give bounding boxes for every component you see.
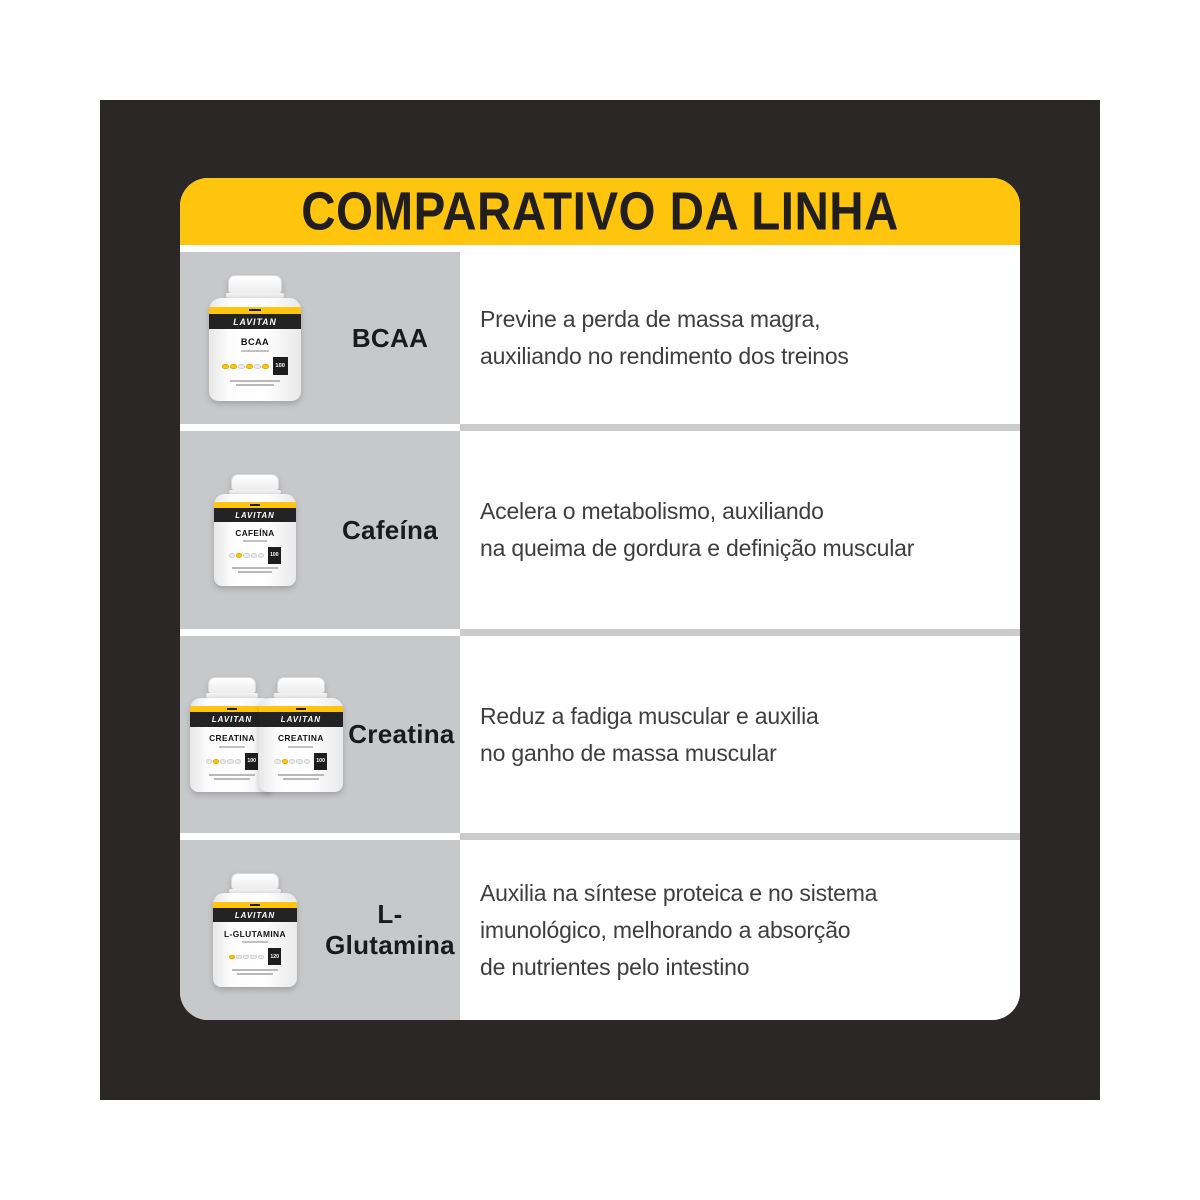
bcaa-bottle-image xyxy=(209,275,301,401)
lglutamina-bottle-image xyxy=(213,873,297,988)
bottle-cap xyxy=(231,873,280,889)
cafeina-bottle-image xyxy=(214,474,296,586)
row-divider xyxy=(180,833,1020,840)
row-cafeina-description-cell xyxy=(460,431,1020,629)
creatina-bottles-image xyxy=(190,677,343,792)
row-cafeina-bottle-zone xyxy=(190,474,320,586)
label-fine-print xyxy=(213,969,297,975)
label-brand: LAVITAN xyxy=(259,712,343,726)
label-subtext-line xyxy=(288,746,313,748)
label-capsule-count: 100 xyxy=(268,547,281,563)
label-capsules-row xyxy=(214,547,296,563)
label-capsules-row xyxy=(213,948,297,965)
row-creatina-description-cell xyxy=(460,636,1020,833)
row-creatina-bottle-zone xyxy=(190,677,343,792)
bottle-cap xyxy=(231,474,279,490)
label-capsule-count: 100 xyxy=(314,753,327,770)
product-name-bcaa: BCAA xyxy=(351,322,429,353)
label-brand: LAVITAN xyxy=(213,908,297,922)
row-bcaa-description-cell xyxy=(460,252,1020,424)
description-line: Acelera o metabolismo, auxiliando xyxy=(480,498,824,524)
bottle-body xyxy=(213,893,297,987)
bottle-cap xyxy=(277,677,326,693)
label-product-name: CREATINA xyxy=(209,733,255,744)
label-capsule-count: 120 xyxy=(268,948,281,965)
label-product-name: CREATINA xyxy=(277,733,324,744)
product-name-lglutamina: L-Glutamina xyxy=(325,899,455,960)
description-line: imunológico, melhorando a absorção xyxy=(480,916,851,943)
label-brand: LAVITAN xyxy=(190,712,274,726)
bottle-body xyxy=(209,298,301,401)
label-brand: LAVITAN xyxy=(214,508,296,522)
label-brand: LAVITAN xyxy=(209,314,301,330)
description-line: Auxilia na síntese proteica e no sistema xyxy=(480,879,878,906)
product-name-creatina: Creatina xyxy=(348,719,455,749)
comparison-card xyxy=(180,178,1020,1020)
bottle-body xyxy=(259,698,343,792)
product-name-cafeina: Cafeína xyxy=(341,514,439,545)
label-subtext-line xyxy=(219,746,244,748)
label-fine-print xyxy=(214,567,296,573)
row-creatina xyxy=(180,636,1020,833)
page-title: COMPARATIVO DA LINHA xyxy=(301,181,899,242)
label-capsule-count: 100 xyxy=(273,357,288,375)
card-header xyxy=(180,178,1020,245)
label-capsules-row xyxy=(259,753,343,770)
row-creatina-product-cell xyxy=(180,636,460,833)
label-product-name: L-GLUTAMINA xyxy=(224,928,286,939)
label-subtext-line xyxy=(242,941,267,943)
row-lglutamina-product-cell xyxy=(180,840,460,1020)
label-subtext-line xyxy=(243,540,268,542)
row-cafeina-product-cell xyxy=(180,431,460,629)
creatina-bottle-front xyxy=(259,677,343,792)
label-fine-print xyxy=(259,774,343,780)
row-divider xyxy=(180,424,1020,431)
label-capsule-count: 100 xyxy=(245,753,258,770)
description-line: auxiliando no rendimento dos treinos xyxy=(480,343,849,369)
label-yellow-stripe xyxy=(209,307,301,314)
label-fine-print xyxy=(209,380,301,386)
bottle-cap-ring xyxy=(226,293,284,298)
row-divider xyxy=(180,629,1020,636)
row-bcaa-bottle-zone xyxy=(190,275,320,401)
label-product-name: CAFEÍNA xyxy=(235,528,275,538)
label-subtext-line xyxy=(241,350,269,352)
description-line: Reduz a fadiga muscular e auxilia xyxy=(480,702,819,729)
row-lglutamina-description-cell xyxy=(460,840,1020,1020)
description-line: Previne a perda de massa magra, xyxy=(480,306,821,332)
description-line: na queima de gordura e definição muscular xyxy=(480,535,915,561)
label-capsules-row xyxy=(209,357,301,375)
description-line: no ganho de massa muscular xyxy=(480,739,777,766)
bottle-cap xyxy=(208,677,257,693)
header-gap xyxy=(180,245,1020,252)
bottle-cap xyxy=(228,275,281,292)
row-bcaa xyxy=(180,252,1020,424)
label-product-name: BCAA xyxy=(240,336,270,347)
row-bcaa-product-cell xyxy=(180,252,460,424)
description-line: de nutrientes pelo intestino xyxy=(480,953,750,980)
row-lglutamina-bottle-zone xyxy=(190,873,320,988)
row-cafeina xyxy=(180,431,1020,629)
row-lglutamina xyxy=(180,840,1020,1020)
bottle-body xyxy=(214,494,296,586)
